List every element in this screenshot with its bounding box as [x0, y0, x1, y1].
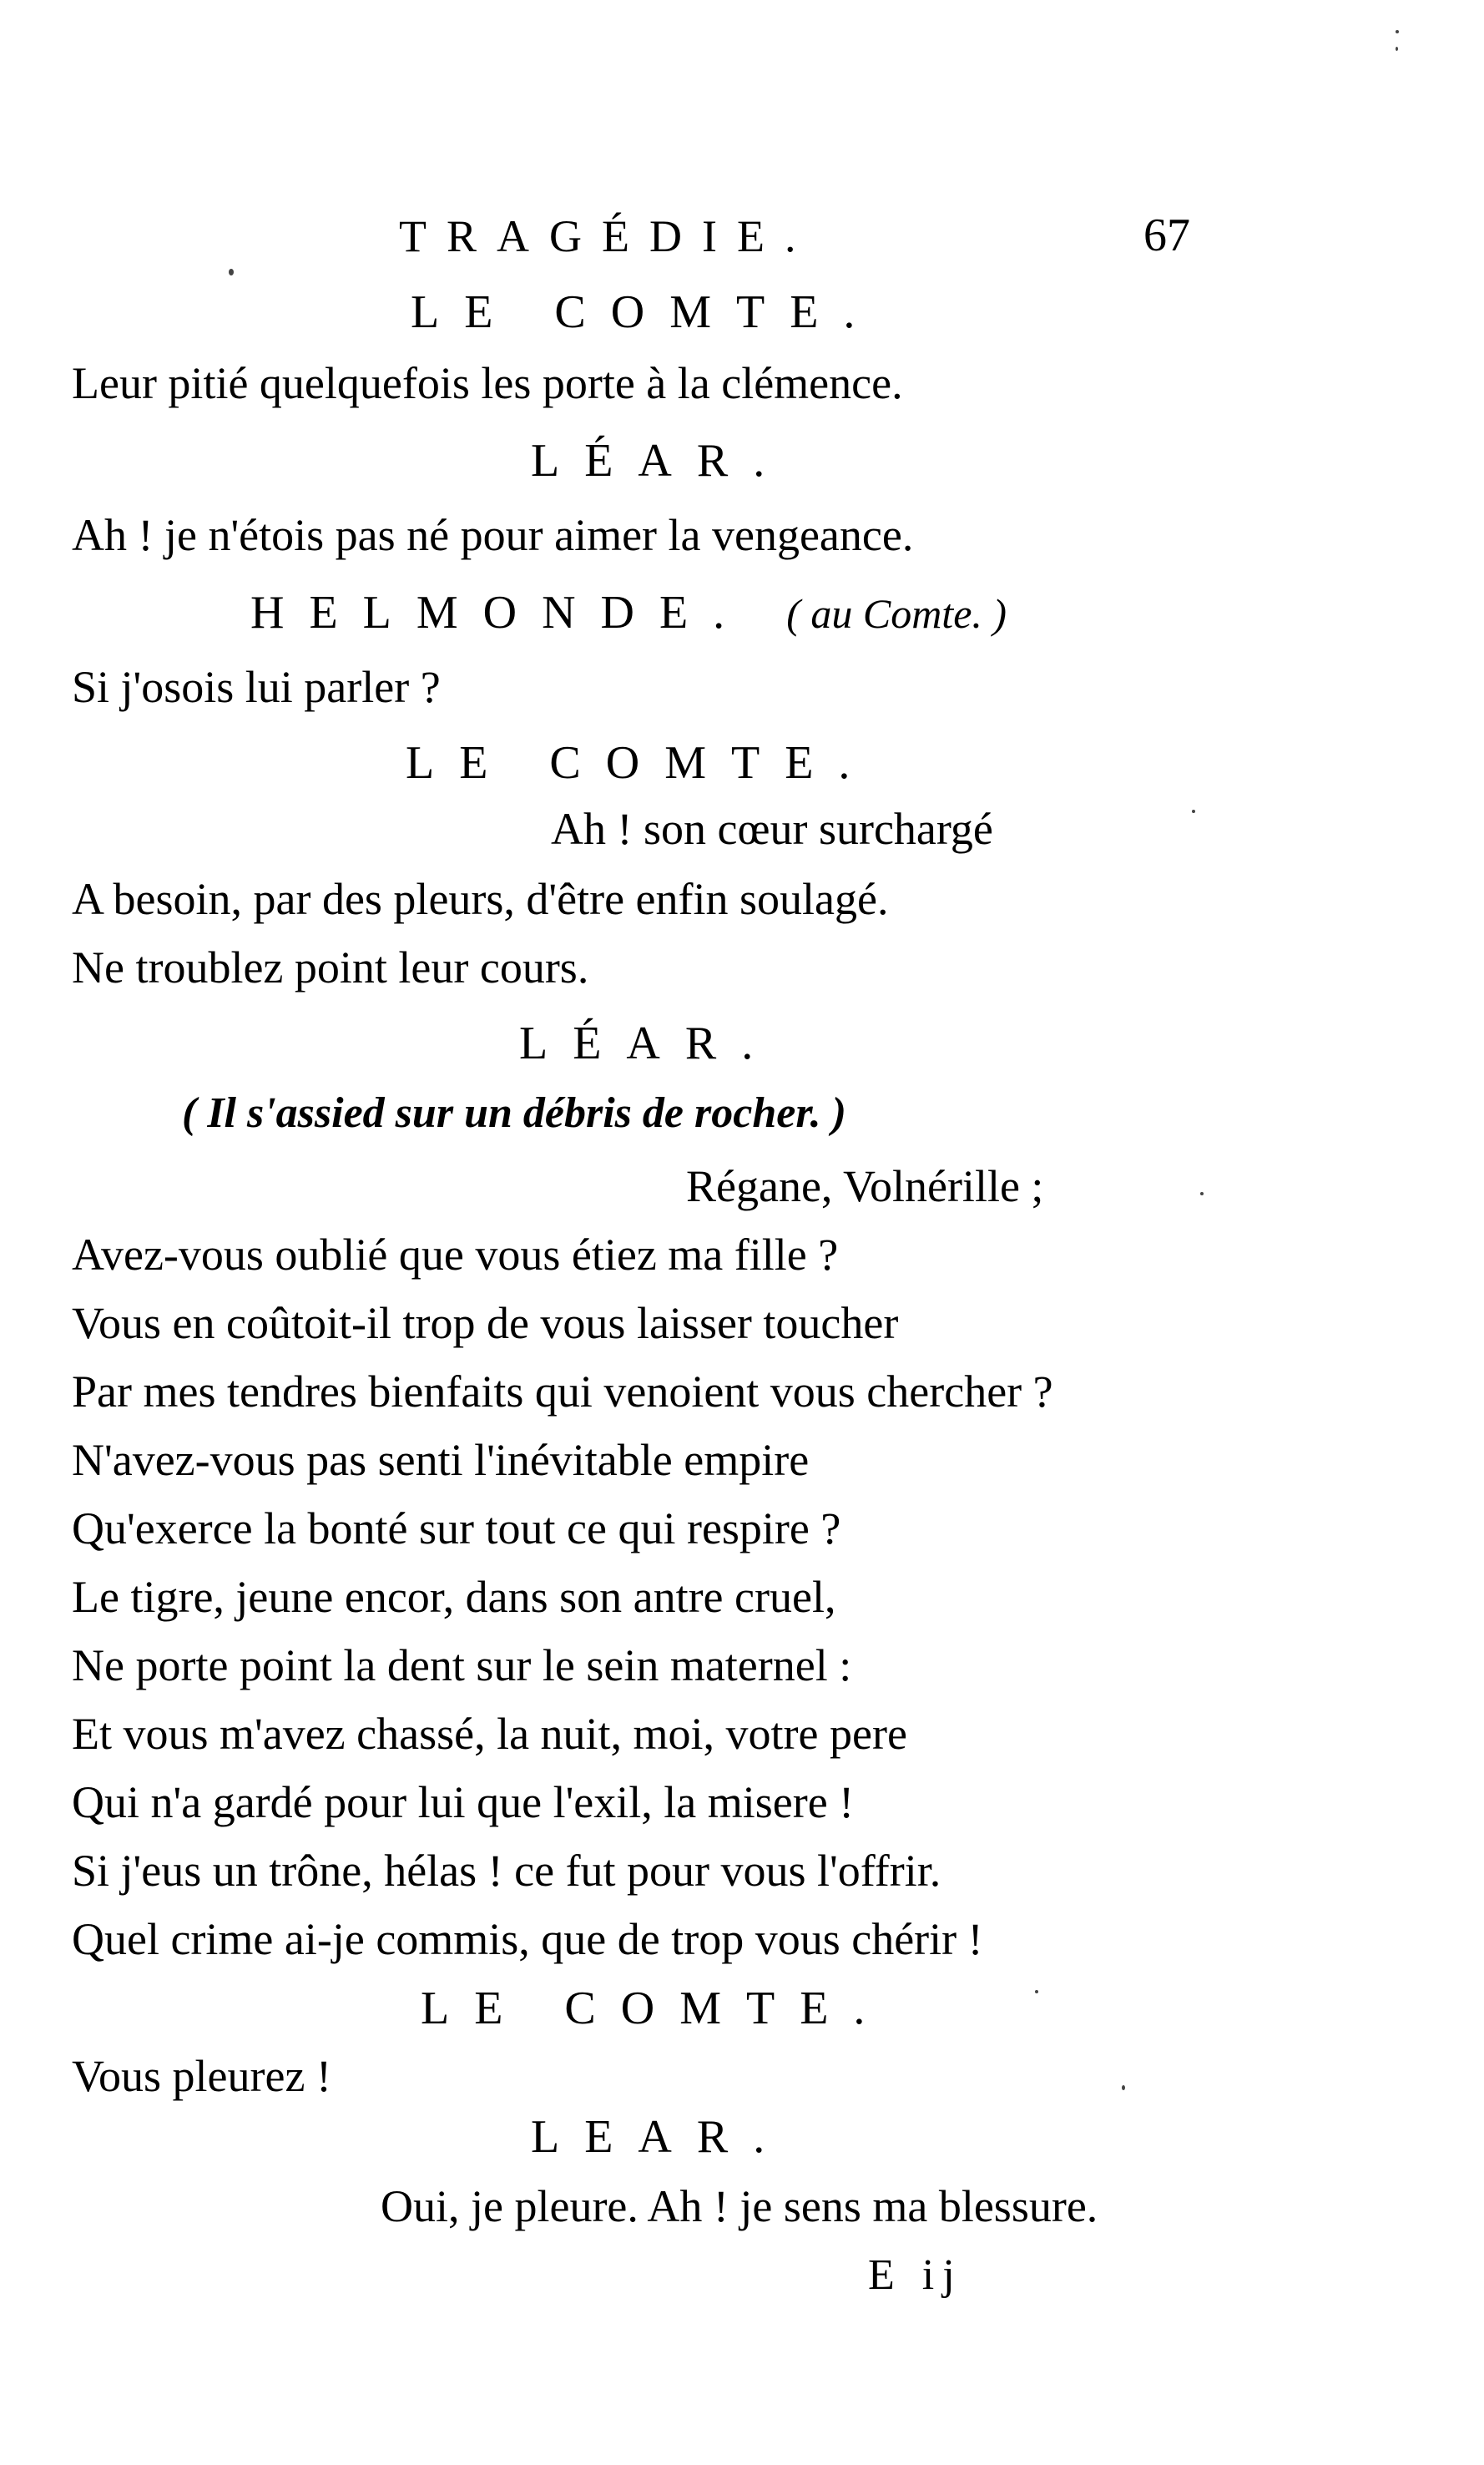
speaker-le-comte: LE COMTE. [411, 286, 881, 338]
verse-line: Si j'eus un trône, hélas ! ce fut pour vous l'offrir. [72, 1846, 941, 1896]
verse-line: Ah ! son cœur surchargé [551, 804, 993, 854]
verse-line: Qui n'a gardé pour lui que l'exil, la misere ! [72, 1777, 855, 1827]
stage-direction: ( au Comte. ) [786, 590, 1007, 637]
verse-line: Oui, je pleure. Ah ! je sens ma blessure. [381, 2181, 1098, 2231]
verse-line: Ne troublez point leur cours. [72, 942, 589, 993]
speaker-lear: LÉAR. [519, 1018, 779, 1069]
verse-line: Ne porte point la dent sur le sein maternel : [72, 1640, 852, 1690]
signature-mark: E ij [868, 2251, 963, 2299]
running-title: TRAGÉDIE. [399, 211, 816, 261]
verse-line: Avez-vous oublié que vous étiez ma fille ? [72, 1230, 839, 1280]
print-speck [1122, 2085, 1125, 2090]
verse-line: Vous en coûtoit-il trop de vous laisser toucher [72, 1298, 899, 1348]
verse-line: Le tigre, jeune encor, dans son antre cruel, [72, 1572, 836, 1622]
verse-line: Régane, Volnérille ; [686, 1161, 1044, 1211]
print-speck [1192, 810, 1195, 813]
verse-line: Si j'osois lui parler ? [72, 662, 441, 712]
speaker-le-comte: LE COMTE. [406, 737, 876, 789]
speaker-le-comte: LE COMTE. [421, 1983, 891, 2034]
print-speck [1035, 1990, 1038, 1993]
speaker-helmonde [250, 587, 1007, 639]
verse-line: Ah ! je n'étois pas né pour aimer la vengeance. [72, 510, 914, 560]
verse-line: Qu'exerce la bonté sur tout ce qui respire ? [72, 1503, 841, 1553]
speaker-lear: LÉAR. [531, 435, 790, 487]
verse-line: Et vous m'avez chassé, la nuit, moi, votre pere [72, 1709, 907, 1759]
print-speck [1396, 47, 1398, 51]
verse-line: Quel crime ai-je commis, que de trop vous chérir ! [72, 1914, 983, 1964]
stage-direction: ( Il s'assied sur un débris de rocher. ) [182, 1089, 846, 1137]
print-speck [1396, 30, 1399, 33]
verse-line: Vous pleurez ! [72, 2051, 331, 2101]
speaker-lear: LEAR. [531, 2111, 790, 2163]
print-speck [1200, 1192, 1204, 1195]
print-speck [229, 269, 234, 275]
verse-line: Leur pitié quelquefois les porte à la clémence. [72, 358, 903, 408]
verse-line: N'avez-vous pas senti l'inévitable empire [72, 1435, 810, 1485]
speaker-name: HELMONDE. [250, 587, 750, 639]
verse-line: A besoin, par des pleurs, d'être enfin soulagé. [72, 874, 889, 924]
verse-line: Par mes tendres bienfaits qui venoient vous chercher ? [72, 1366, 1053, 1417]
page-number: 67 [1143, 210, 1190, 261]
